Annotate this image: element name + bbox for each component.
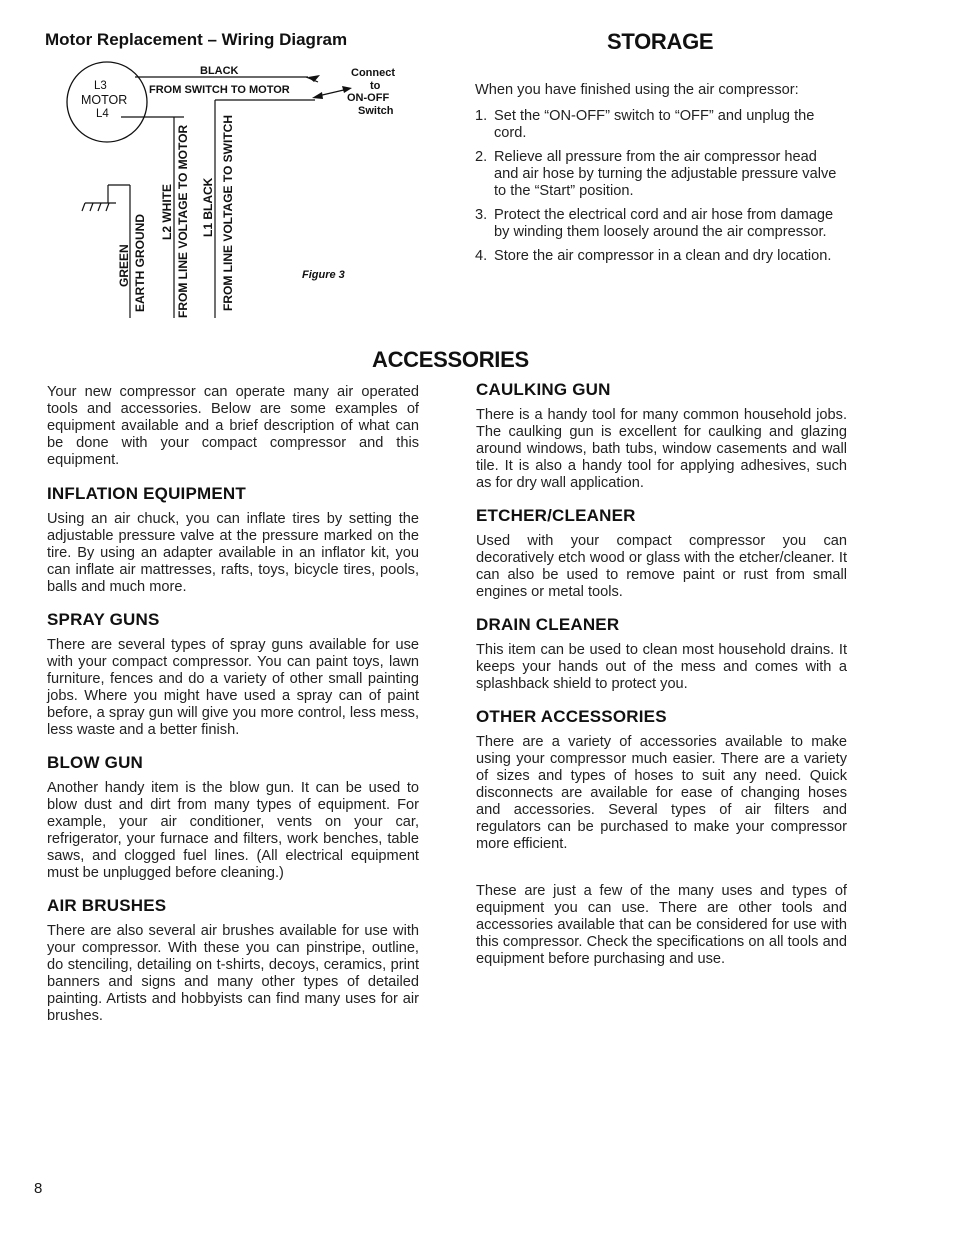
page-number: 8 xyxy=(34,1180,43,1197)
black-label: BLACK xyxy=(200,65,239,77)
ground-tick-2 xyxy=(90,203,93,211)
step-text: Store the air compressor in a clean and dry location. xyxy=(494,248,832,264)
accessories-intro: Your new compressor can operate many air operated tools and accessories. Below are some examples of equipment available and a brief description of what can be done with your compact compressor and this equipment. xyxy=(47,384,419,468)
section-drain-cleaner xyxy=(476,615,847,693)
step-text: Protect the electrical cord and air hose from damage by winding them loosely around the air compressor. xyxy=(494,207,834,240)
section-inflation-equipment xyxy=(47,484,419,596)
accessories-closing: These are just a few of the many uses and types of equipment you can use. There are other tools and accessories available that can be considered for use with this compressor. Check the specifications on all tools and equipment before purchasing and use. xyxy=(476,883,847,967)
step-number: 4. xyxy=(475,248,488,264)
step-text: Relieve all pressure from the air compressor head and air hose by turning the adjustable pressure valve to the “Start” position. xyxy=(494,149,837,199)
section-blow-gun xyxy=(47,753,419,882)
section-body: There is a handy tool for many common household jobs. The caulking gun is excellent for caulking and glazing around windows, bath tubs, window casements and wall tile. It is also a handy tool for applying adhesives, such as for dry wall application. xyxy=(476,407,847,491)
l1-black-label: L1 BLACK xyxy=(201,177,215,237)
section-etcher-cleaner xyxy=(476,506,847,601)
storage-steps xyxy=(475,108,845,265)
motor-l3-label: L3 xyxy=(94,80,107,92)
from-switch-to-motor-label: FROM SWITCH TO MOTOR xyxy=(149,84,290,96)
connect-switch-label: Switch xyxy=(358,105,394,117)
accessories-right-column xyxy=(476,380,847,968)
from-line-to-switch-label: FROM LINE VOLTAGE TO SWITCH xyxy=(221,115,235,311)
l2-white-label: L2 WHITE xyxy=(160,184,174,240)
motor-l4-label: L4 xyxy=(96,108,109,120)
accessories-title: ACCESSORIES xyxy=(372,347,529,372)
arrow-lower-head xyxy=(312,92,323,99)
section-heading: DRAIN CLEANER xyxy=(476,615,620,634)
section-body: There are a variety of accessories available to make using your compressor much easier. There are a variety of sizes and types of hoses to suit any need. Quick disconnects are available for ease of changing hoses and accessories. Several types of air filters and regulators can be purchased to make your compressor more efficient. xyxy=(476,734,847,852)
storage-title: STORAGE xyxy=(607,29,714,54)
connect-onoff-label: ON-OFF xyxy=(347,92,390,104)
section-heading: OTHER ACCESSORIES xyxy=(476,707,667,726)
section-spray-guns xyxy=(47,610,419,739)
section-heading: AIR BRUSHES xyxy=(47,896,167,915)
section-body: This item can be used to clean most household drains. It keeps your hands out of the mess and comes with a splashback shield to protect you. xyxy=(476,642,847,692)
storage-step xyxy=(475,207,845,241)
section-body: There are also several air brushes available for use with your compressor. With these you can pinstripe, outline, do stenciling, detailing on t-shirts, decoys, ceramics, print banners and signs and many other types of detailed painting. Artists and hobbyists can find many uses for air brushes. xyxy=(47,923,419,1024)
motor-label: MOTOR xyxy=(81,93,128,107)
connect-label: Connect xyxy=(351,67,395,79)
section-heading: SPRAY GUNS xyxy=(47,610,160,629)
figure-caption: Figure 3 xyxy=(302,269,345,281)
storage-intro: When you have finished using the air compressor: xyxy=(475,82,799,98)
section-heading: BLOW GUN xyxy=(47,753,144,772)
ground-tick-4 xyxy=(106,203,109,211)
step-text: Set the “ON-OFF” switch to “OFF” and unplug the cord. xyxy=(494,108,815,141)
green-label: GREEN xyxy=(117,244,131,287)
connect-to-label: to xyxy=(370,80,381,92)
section-body: Using an air chuck, you can inflate tires by setting the adjustable pressure valve at the pressure marked on the tire. By using an adapter available in an inflator kit, you can inflate air mattresses, rafts, toys, bicycle tires, pools, balls and much more. xyxy=(47,511,419,595)
section-heading: ETCHER/CLEANER xyxy=(476,506,636,525)
storage-step xyxy=(475,248,845,265)
step-number: 1. xyxy=(475,108,488,124)
section-other-accessories xyxy=(476,707,847,853)
section-body: Used with your compact compressor you can decoratively etch wood or glass with the etcher/cleaner. It can also be used to remove paint or rust from small engines or metal tools. xyxy=(476,533,847,600)
from-line-to-motor-label: FROM LINE VOLTAGE TO MOTOR xyxy=(176,124,190,318)
ground-tick-1 xyxy=(82,203,85,211)
storage-step xyxy=(475,108,845,142)
wiring-diagram-title: Motor Replacement – Wiring Diagram xyxy=(45,30,348,49)
section-air-brushes xyxy=(47,896,419,1025)
section-heading: CAULKING GUN xyxy=(476,380,611,399)
step-number: 2. xyxy=(475,149,488,165)
section-body: Another handy item is the blow gun. It can be used to blow dust and dirt from many types of equipment. For example, your air conditioner, vents on your car, refrigerator, your furnace and filters, work benches, table saws, and clogged fuel lines. (All electrical equipment must be unplugged before cleaning.) xyxy=(47,780,419,881)
earth-ground-label: EARTH GROUND xyxy=(133,214,147,312)
section-heading: INFLATION EQUIPMENT xyxy=(47,484,246,503)
storage-section xyxy=(475,82,845,272)
step-number: 3. xyxy=(475,207,488,223)
wiring-diagram xyxy=(60,55,410,325)
section-caulking-gun xyxy=(476,380,847,492)
ground-tick-3 xyxy=(98,203,101,211)
accessories-left-column xyxy=(47,384,419,1039)
storage-step xyxy=(475,149,845,200)
section-body: There are several types of spray guns available for use with your compact compressor. You can paint toys, lawn furniture, fences and do a variety of other small painting jobs. Where you might have used a spray can of paint before, a spray gun will give you more control, less mess, less waste and a better finish. xyxy=(47,637,419,738)
